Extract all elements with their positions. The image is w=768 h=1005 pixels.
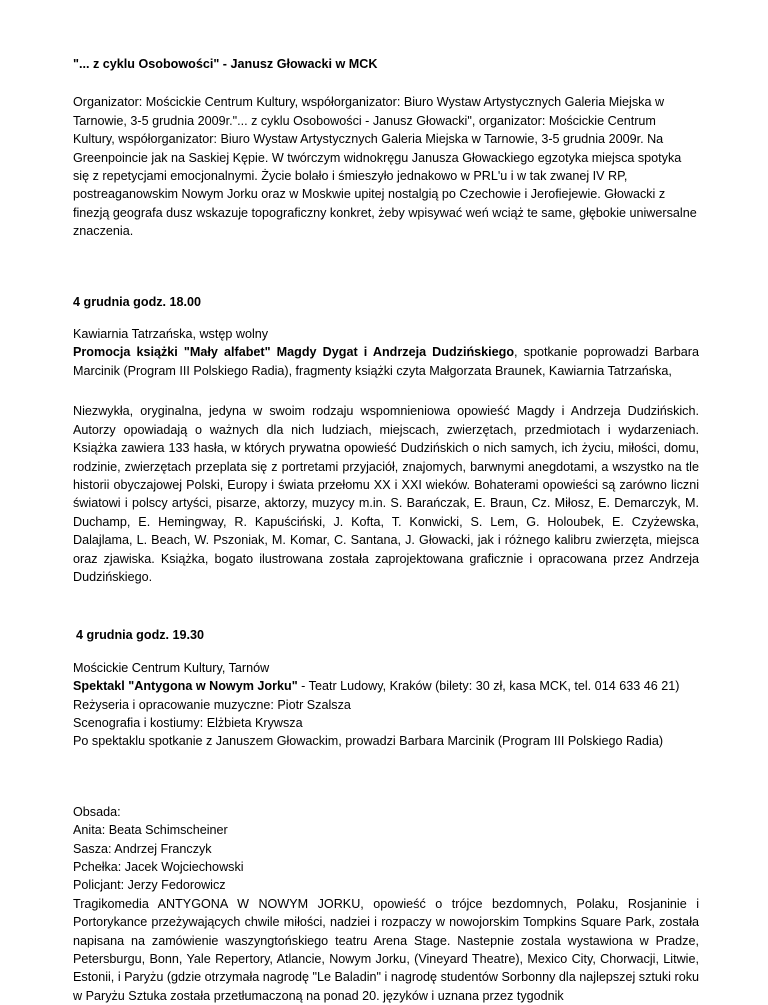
spacer bbox=[73, 586, 699, 626]
event1-promo-details: , spotkanie poprowadzi Barbara Marcinik (Program III Polskiego Radia), fragmenty książki czyta Małgorzata Braunek, Kawiarnia Tatrzańska, bbox=[73, 345, 699, 378]
event1-promo-title: Promocja książki "Mały alfabet" Magdy Dygat i Andrzeja Dudzińskiego bbox=[73, 345, 515, 360]
event2-show bbox=[73, 677, 699, 695]
cast-member: Anita: Beata Schimscheiner bbox=[73, 823, 228, 838]
cast-member: Policjant: Jerzy Fedorowicz bbox=[73, 878, 226, 893]
event2-heading: 4 grudnia godz. 19.30 bbox=[76, 628, 205, 643]
event2-direction: Reżyseria i opracowanie muzyczne: Piotr Szalsza bbox=[73, 697, 351, 712]
event1-venue: Kawiarnia Tatrzańska, wstęp wolny bbox=[73, 327, 269, 342]
intro-paragraph: Organizator: Mościckie Centrum Kultury, współorganizator: Biuro Wystaw Artystycznych Galeria Miejska w Tarnowie, 3-5 grudnia 2009r."... z cyklu Osobowości - Janusz Głowacki", organizator: Mościckie Centrum Kultury, współorganizator: Biuro Wystaw Artystycznych Galeria Miejska w Tarnowie, 3-5 grudnia 2009r. Na Greenpoincie jak na Saskiej Kępie. W twórczym widnokręgu Janusza Głowackiego egzotyka miejsca spotyka się z repetycjami emocjonalnymi. Życie bolało i śmieszyło jednakowo w PRL'u i w tak zwanej IV RP, postreaganowskim Nowym Jorku oraz w Moskwie upitej nostalgią po Czechowie i Jerofiejewie. Głowacki z finezją geografa dusz wskazuje topograficzny konkret, żeby wpisywać weń wciąż te same, głębokie uniwersalne znaczenia. bbox=[73, 95, 697, 239]
cast-member: Sasza: Andrzej Franczyk bbox=[73, 841, 212, 856]
spacer bbox=[73, 645, 699, 659]
spacer bbox=[73, 241, 699, 293]
spacer bbox=[73, 311, 699, 325]
event2-show-title: Spektakl "Antygona w Nowym Jorku" bbox=[73, 679, 298, 694]
spacer bbox=[73, 380, 699, 402]
event2-venue: Mościckie Centrum Kultury, Tarnów bbox=[73, 660, 270, 675]
document-page bbox=[73, 55, 699, 1005]
cast-member: Pchełka: Jacek Wojciechowski bbox=[73, 860, 244, 874]
event1-promo bbox=[73, 343, 699, 380]
document-title: "... z cyklu Osobowości" - Janusz Głowacki w MCK bbox=[73, 57, 378, 71]
event2-after: Po spektaklu spotkanie z Januszem Głowackim, prowadzi Barbara Marcinik (Program III Polskiego Radia) bbox=[73, 734, 664, 749]
event1-heading: 4 grudnia godz. 18.00 bbox=[73, 294, 202, 309]
event2-show-details: - Teatr Ludowy, Kraków (bilety: 30 zł, kasa MCK, tel. 014 633 46 21) bbox=[297, 679, 680, 694]
cast-description: Tragikomedia ANTYGONA W NOWYM JORKU, opowieść o trójce bezdomnych, Polaku, Rosjaninie i Portorykance przeżywających chwile miłości, nadziei i rozpaczy w nowojorskim Tompkins Square Park, została napisana na zamówienie waszyngtońskiego teatru Arena Stage. Nastepnie zostala wystawiona w Pradze, Petersburgu, Bonn, Yale Repertory, Atlancie, Nowym Jorku, (Vineyard Theatre), Mexico City, Chorwacji, Litwie, Estonii, i Paryżu (gdzie otrzymała nagrodę "Le Baladin" i nagrodę studentów Sorbonny dla najlepszej sztuki roku w Paryżu Sztuka została przetłumaczoną na ponad 20. języków i uznana przez tygodnik bbox=[73, 896, 699, 1003]
cast-label: Obsada: bbox=[73, 804, 121, 819]
spacer bbox=[73, 751, 699, 803]
event2-scenography: Scenografia i kostiumy: Elżbieta Krywsza bbox=[73, 715, 303, 730]
event1-description: Niezwykła, oryginalna, jedyna w swoim rodzaju wspomnieniowa opowieść Magdy i Andrzeja Dudzińskich. Autorzy opowiadają o ważnych dla nich ludziach, miejscach, zwierzętach, przedmiotach i wydarzeniach. Książka zawiera 133 hasła, w których prywatna opowieść Dudzińskich o nich samych, ich życiu, miłości, domu, rodzinie, zwierzętach przeplata się z portretami przyjaciół, znajomych, barwnymi anegdotami, a wszystko na tle historii obyczajowej Polski, Europy i świata przełomu XX i XXI wieków. Bohaterami opowieści są zarówno liczni światowi i polscy artyści, pisarze, aktorzy, muzycy m.in. S. Barańczak, E. Braun, Cz. Miłosz, E. Demarczyk, M. Duchamp, E. Hemingway, R. Kapuściński, J. Kofta, T. Konwicki, S. Lem, G. Holoubek, E. Czyżewska, Dalajlama, L. Beach, W. Pszoniak, M. Komar, C. Santana, J. Głowacki, jak i różnego kalibru zwierzęta, miejsca oraz zjawiska. Książka, bogato ilustrowana została zaprojektowana graficznie i opracowana przez Andrzeja Dudzińskiego. bbox=[73, 404, 699, 584]
